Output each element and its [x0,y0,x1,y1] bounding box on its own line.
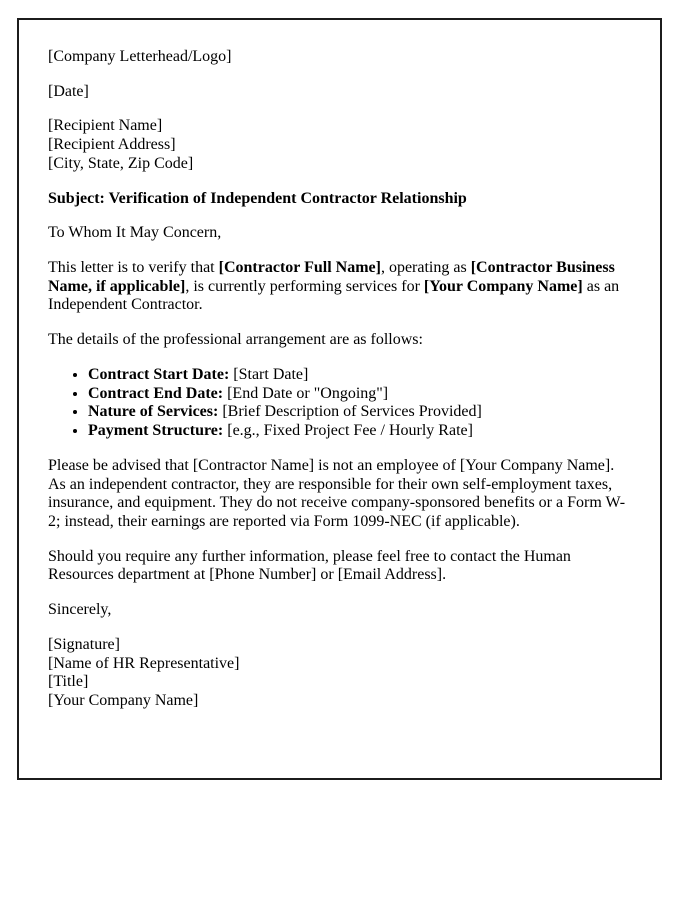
bold-placeholder-text: [Contractor Business Name, if applicable] [48,259,615,295]
bold-placeholder-text: Subject: Verification of Independent Contractor Relationship [48,189,467,207]
salutation [48,224,634,243]
text-segment: [Start Date] [229,365,309,383]
bold-placeholder-text: Nature of Services: [88,403,219,421]
bold-placeholder-text: Contract End Date: [88,384,224,402]
bold-placeholder-text: Contract Start Date: [88,365,230,383]
letter-page [17,18,662,780]
text-segment: To Whom It May Concern, [48,224,222,242]
detail-list-item [88,385,634,404]
intro-paragraph [48,259,634,315]
company-letterhead-placeholder [48,48,634,67]
text-segment: , is currently performing services for [185,277,424,295]
text-segment: [Name of HR Representative] [48,654,240,672]
text-segment: [Recipient Name] [48,117,163,135]
text-segment: as an Independent Contractor. [48,277,620,314]
text-segment: [Your Company Name] [48,691,199,709]
arrangement-details-list [48,366,634,441]
text-segment: [Date] [48,82,89,100]
text-segment: [Company Letterhead/Logo] [48,48,232,65]
detail-list-item [88,403,634,422]
closing [48,601,634,620]
detail-list-item [88,422,634,441]
details-intro [48,331,634,350]
text-segment: [Recipient Address] [48,136,176,154]
text-segment: This letter is to verify that [48,259,219,277]
detail-list-item [88,366,634,385]
text-segment: The details of the professional arrangement are as follows: [48,331,423,349]
text-segment: [Title] [48,673,89,691]
advisory-paragraph [48,457,634,532]
text-segment: [City, State, Zip Code] [48,154,194,172]
bold-placeholder-text: Payment Structure: [88,422,224,440]
text-segment: Please be advised that [Contractor Name] is not an employee of [Your Company Name]. As an independent contractor, they are responsible for their own self-employment taxes, insurance, and equipment. They do not receive company-sponsored benefits or a Form W-2; instead, their earnings are reported via Form 1099-NEC (if applicable). [48,456,626,530]
text-segment: [End Date or "Ongoing"] [223,384,389,402]
recipient-address-block [48,117,634,173]
text-segment: , operating as [380,259,471,277]
text-segment: [Brief Description of Services Provided] [218,403,482,421]
text-segment: [Signature] [48,635,120,653]
subject-line [48,190,634,209]
bold-placeholder-text: [Your Company Name] [423,277,583,295]
date-placeholder [48,83,634,102]
text-segment: [e.g., Fixed Project Fee / Hourly Rate] [223,422,473,440]
letter-body [48,48,634,711]
text-segment: Should you require any further information, please feel free to contact the Human Resources department at [Phone Number] or [Email Address]. [48,547,571,584]
text-segment: Sincerely, [48,601,112,619]
bold-placeholder-text: [Contractor Full Name] [218,259,381,277]
signature-block [48,636,634,711]
contact-paragraph [48,548,634,585]
